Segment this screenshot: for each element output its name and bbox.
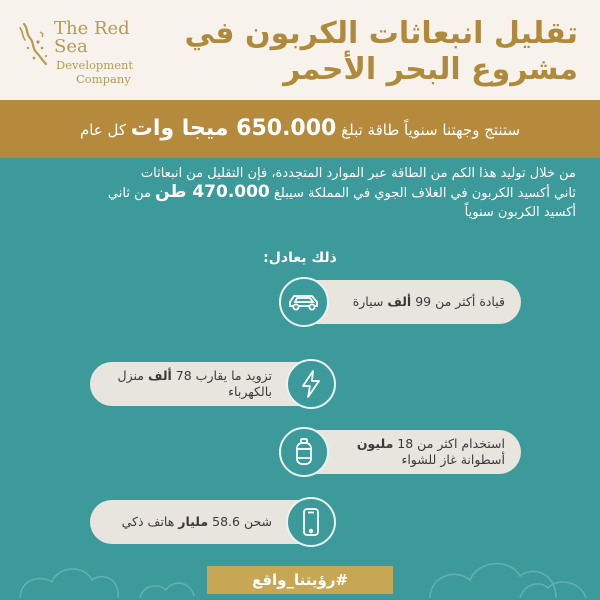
- gas-cylinder-icon: [279, 427, 329, 477]
- red-sea-map-icon: [16, 18, 58, 68]
- item-text-bold: ألف: [387, 294, 412, 309]
- page-title: [178, 16, 578, 88]
- banner-text-after: كل عام: [79, 121, 131, 139]
- equivalence-item-homes: [90, 362, 330, 406]
- item-text-after: منزل: [117, 368, 148, 383]
- item-text-before: شحن 58.6: [208, 514, 272, 529]
- item-text: [102, 362, 272, 406]
- title-line-1: تقليل انبعاثات الكربون في: [184, 16, 578, 51]
- intro-line-2: [20, 183, 576, 203]
- equivalence-item-smartphones: [90, 500, 330, 544]
- intro-paragraph: [20, 164, 576, 222]
- lightning-icon: [286, 359, 336, 409]
- item-text-line-2: بالكهرباء: [228, 384, 272, 399]
- intro-line-2-after: من ثاني: [107, 186, 156, 201]
- energy-banner: [0, 100, 600, 158]
- item-text-before: تزويد ما يقارب 78: [171, 368, 272, 383]
- intro-line-2-before: ثاني أكسيد الكربون في الغلاف الجوي في المملكة سيبلغ: [269, 186, 576, 201]
- item-text: [102, 500, 272, 544]
- header: [0, 0, 600, 96]
- equivalence-item-gas-cylinders: [281, 430, 521, 474]
- item-text-line-2: أسطوانة غاز للشواء: [401, 452, 505, 467]
- logo-name: The Red Sea: [54, 18, 130, 57]
- item-text-bold: ألف: [147, 368, 172, 383]
- logo-subtitle-2: Company: [76, 71, 131, 86]
- title-line-2: مشروع البحر الأحمر: [283, 52, 578, 87]
- banner-highlight: 650.000 ميجا وات: [130, 116, 337, 141]
- equivalence-item-cars: [281, 280, 521, 324]
- item-text-bold: مليار: [178, 514, 209, 529]
- item-text-after: هاتف ذكي: [121, 514, 179, 529]
- item-text: [335, 430, 505, 474]
- smartphone-icon: [286, 497, 336, 547]
- item-text-before: قيادة أكثر من 99: [411, 294, 505, 309]
- hashtag-banner: #رؤيتنا_واقع: [207, 566, 393, 594]
- banner-text-before: ستنتج وجهتنا سنوياً طاقة تبلغ: [336, 121, 521, 139]
- intro-line-1: من خلال توليد هذا الكم من الطاقة عبر الموارد المتجددة، فإن التقليل من انبعاثات: [140, 166, 576, 181]
- equivalence-heading: ذلك يعادل:: [263, 250, 337, 266]
- car-icon: [279, 277, 329, 327]
- item-text-before: استخدام اكثر من 18: [393, 436, 505, 451]
- intro-highlight: 470.000 طن: [155, 182, 270, 202]
- company-logo: [10, 14, 160, 86]
- intro-line-3: أكسيد الكربون سنوياً: [464, 205, 576, 220]
- item-text-bold: مليون: [356, 436, 394, 451]
- item-text: [345, 280, 505, 324]
- logo-subtitle-1: Development: [56, 58, 134, 72]
- item-text-after: سيارة: [352, 294, 388, 309]
